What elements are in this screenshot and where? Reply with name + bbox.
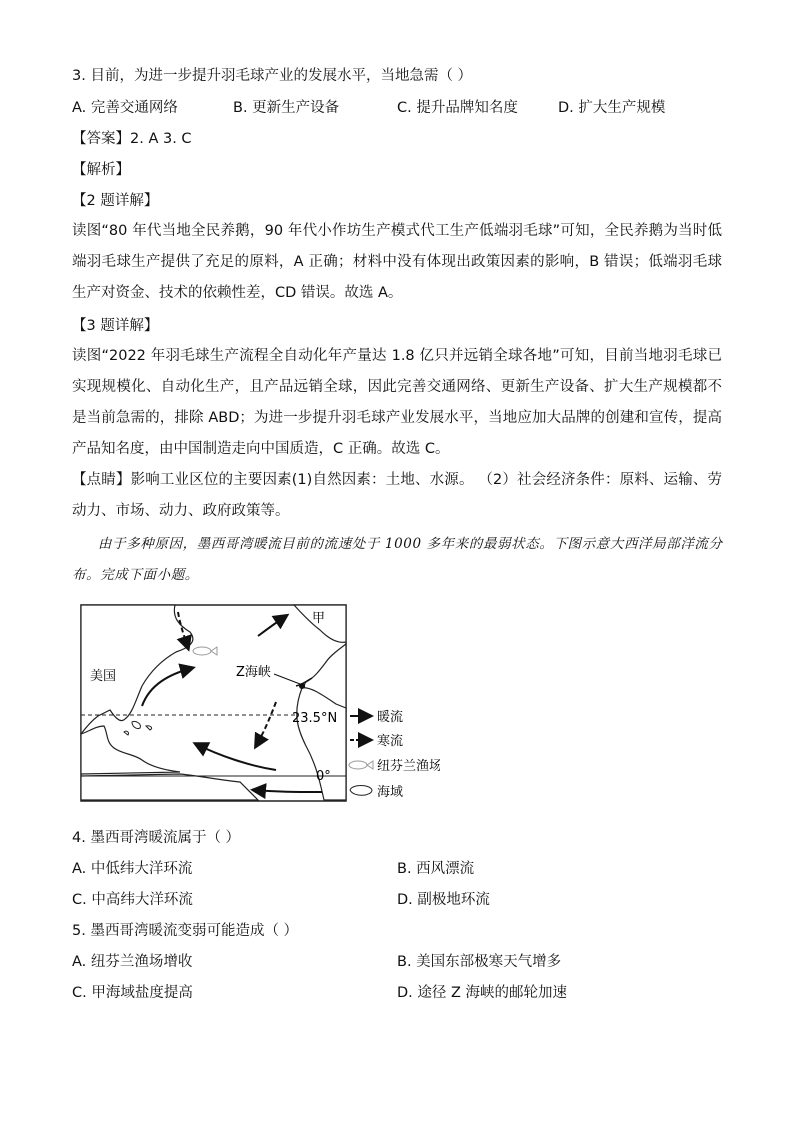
q5-option-d: D. 途径 Z 海峡的邮轮加速 xyxy=(397,985,568,1001)
ocean-current-map xyxy=(80,604,440,810)
label-latitude: 23.5°N xyxy=(292,711,338,726)
label-jia: 甲 xyxy=(312,611,326,626)
q3-option-a: A. 完善交通网络 xyxy=(72,100,178,116)
legend-cold-label: 寒流 xyxy=(377,734,404,749)
legend-sea-label: 海域 xyxy=(377,785,404,800)
q4-option-a: A. 中低纬大洋环流 xyxy=(72,861,193,877)
legend-cold xyxy=(350,733,403,749)
q3-detail-label: 【3 题详解】 xyxy=(72,318,159,334)
q2-detail-label: 【2 题详解】 xyxy=(72,193,159,209)
answer-text: 2. A 3. C xyxy=(130,131,192,147)
q4-option-c: C. 中高纬大洋环流 xyxy=(72,892,193,908)
q2-detail-text: 读图“80 年代当地全民养鹅，90 年代小作坊生产模式代工生产低端羽毛球”可知，全民养鹅为当时低端羽毛球生产提供了充足的原料，A 正确；材料中没有体现出政策因素的影响，B 错误；低端羽毛球生产对资金、技术的依赖性差，CD 错误。故选 A。 xyxy=(72,223,722,301)
legend-fishery xyxy=(349,758,440,774)
label-usa: 美国 xyxy=(90,669,117,684)
q3-option-b: B. 更新生产设备 xyxy=(233,100,340,116)
legend-fish-icon xyxy=(349,761,373,769)
legend-fishery-label: 纽芬兰渔场 xyxy=(377,759,440,774)
label-equator: 0° xyxy=(316,769,331,784)
q4-option-b: B. 西风漂流 xyxy=(397,861,475,877)
tip-label: 【点睛】 xyxy=(72,472,131,488)
q4-option-d: D. 副极地环流 xyxy=(397,892,490,908)
q5-option-b: B. 美国东部极寒天气增多 xyxy=(397,954,562,970)
tip-body: 影响工业区位的主要因素(1)自然因素：土地、水源。 （2）社会经济条件：原料、运输、劳动力、市场、动力、政府政策等。 xyxy=(72,472,723,519)
q3-option-c: C. 提升品牌知名度 xyxy=(397,100,518,116)
q5-option-a: A. 纽芬兰渔场增收 xyxy=(72,954,193,970)
legend-warm-label: 暖流 xyxy=(377,710,404,725)
answer-label: 【答案】 xyxy=(72,131,130,147)
legend-sea xyxy=(350,785,403,800)
passage-text: 由于多种原因，墨西哥湾暖流目前的流速处于 1000 多年来的最弱状态。下图示意大西洋局部洋流分布。完成下面小题。 xyxy=(72,536,723,583)
analysis-label: 【解析】 xyxy=(72,162,130,178)
q3-stem: 3. 目前，为进一步提升羽毛球产业的发展水平，当地急需（ ） xyxy=(72,68,473,84)
q4-stem: 4. 墨西哥湾暖流属于（ ） xyxy=(72,830,241,846)
tip-text xyxy=(72,465,722,527)
answer-line xyxy=(72,129,192,149)
q3-option-d: D. 扩大生产规模 xyxy=(558,100,666,116)
label-z-strait: Z海峡 xyxy=(236,665,271,680)
q3-detail-text: 读图“2022 年羽毛球生产流程全自动化年产量达 1.8 亿只并远销全球各地”可知，目前当地羽毛球已实现规模化、自动化生产，且产品远销全球，因此完善交通网络、更新生产设备、扩大生产规模都不是当前急需的，排除 ABD；为进一步提升羽毛球产业发展水平，当地应加大品牌的创建和宣传，提高产品知名度，由中国制造走向中国质造，C 正确。故选 C。 xyxy=(72,348,722,457)
q5-option-c: C. 甲海域盐度提高 xyxy=(72,985,193,1001)
q5-stem: 5. 墨西哥湾暖流变弱可能造成（ ） xyxy=(72,923,299,939)
legend-warm xyxy=(350,709,403,725)
